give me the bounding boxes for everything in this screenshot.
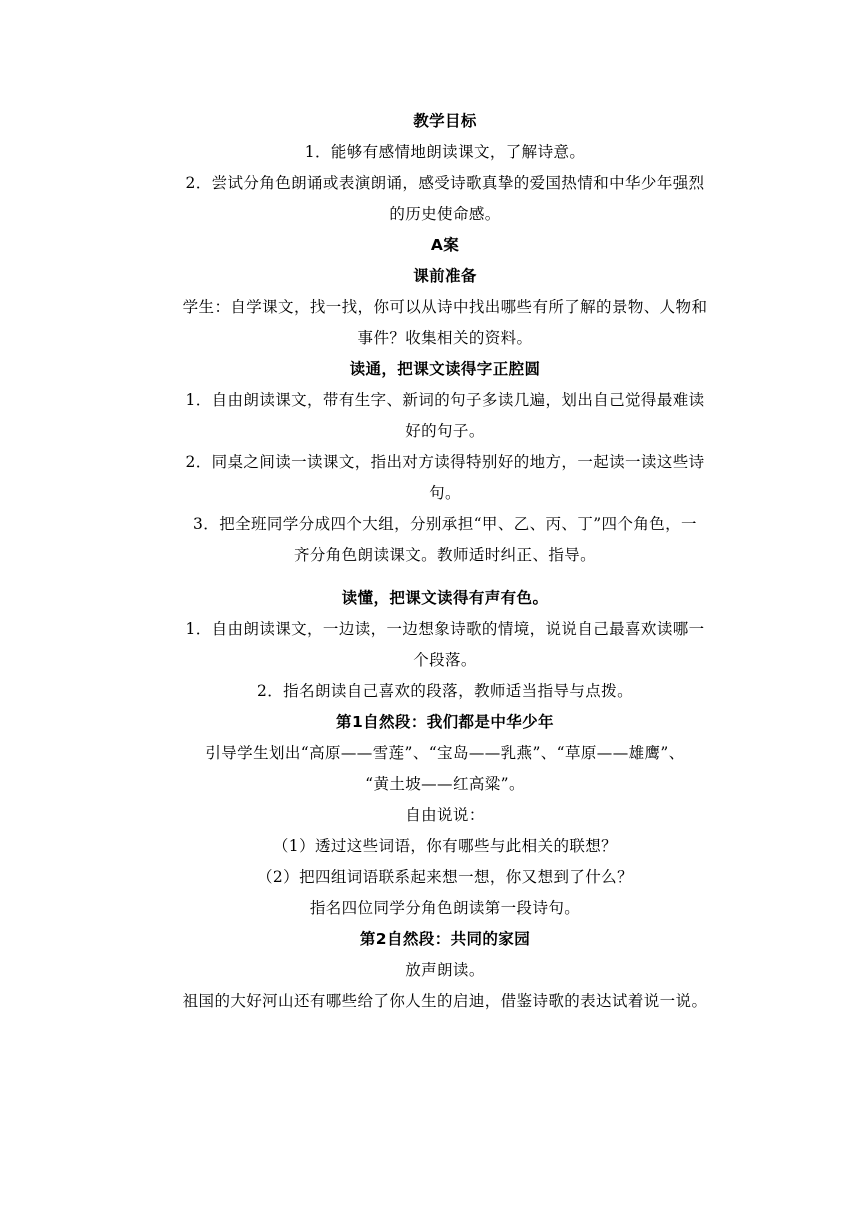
doc-line: 好的句子。 <box>405 422 485 440</box>
section-gap <box>160 571 730 583</box>
doc-line: 3．把全班同学分成四个大组，分别承担“甲、乙、丙、丁”四个角色，一 <box>193 515 697 533</box>
doc-line: 的历史使命感。 <box>389 205 501 223</box>
doc-line: 齐分角色朗读课文。教师适时纠正、指导。 <box>293 546 597 564</box>
doc-line: 学生：自学课文，找一找，你可以从诗中找出哪些有所了解的景物、人物和 <box>182 298 708 316</box>
doc-line: 2．尝试分角色朗诵或表演朗诵，感受诗歌真挚的爱国热情和中华少年强烈 <box>185 174 705 192</box>
doc-line: A案 <box>430 236 460 254</box>
doc-line: 引导学生划出“高原——雪莲”、“宝岛——乳燕”、“草原——雄鹰”、 <box>205 744 685 762</box>
doc-line: 放声朗读。 <box>405 961 485 979</box>
doc-line: （1）透过这些词语，你有哪些与此相关的联想？ <box>272 837 618 855</box>
doc-line: 教学目标 <box>413 112 477 130</box>
doc-line: “黄土坡——红高粱”。 <box>365 775 525 793</box>
doc-line: 1．自由朗读课文，一边读，一边想象诗歌的情境，说说自己最喜欢读哪一 <box>185 620 705 638</box>
doc-line: 事件？收集相关的资料。 <box>357 329 533 347</box>
doc-line: （2）把四组词语联系起来想一想，你又想到了什么？ <box>257 868 633 886</box>
doc-line: 2．指名朗读自己喜欢的段落，教师适当指导与点拨。 <box>257 682 633 700</box>
doc-line: 第2自然段：共同的家园 <box>359 930 531 948</box>
doc-line: 1．自由朗读课文，带有生字、新词的句子多读几遍，划出自己觉得最难读 <box>185 391 705 409</box>
document-page <box>160 106 730 1017</box>
doc-line: 2．同桌之间读一读课文，指出对方读得特别好的地方，一起读一读这些诗 <box>185 453 705 471</box>
doc-line: 祖国的大好河山还有哪些给了你人生的启迪，借鉴诗歌的表达试着说一说。 <box>182 992 708 1010</box>
doc-line: 自由说说： <box>405 806 485 824</box>
doc-line: 指名四位同学分角色朗读第一段诗句。 <box>309 899 581 917</box>
doc-line: 1．能够有感情地朗读课文，了解诗意。 <box>304 143 586 161</box>
doc-line: 读通，把课文读得字正腔圆 <box>349 360 541 378</box>
doc-line: 个段落。 <box>413 651 477 669</box>
doc-line: 读懂，把课文读得有声有色。 <box>341 589 549 607</box>
doc-line: 课前准备 <box>413 267 477 285</box>
doc-line: 句。 <box>429 484 461 502</box>
doc-line: 第1自然段：我们都是中华少年 <box>336 713 554 731</box>
